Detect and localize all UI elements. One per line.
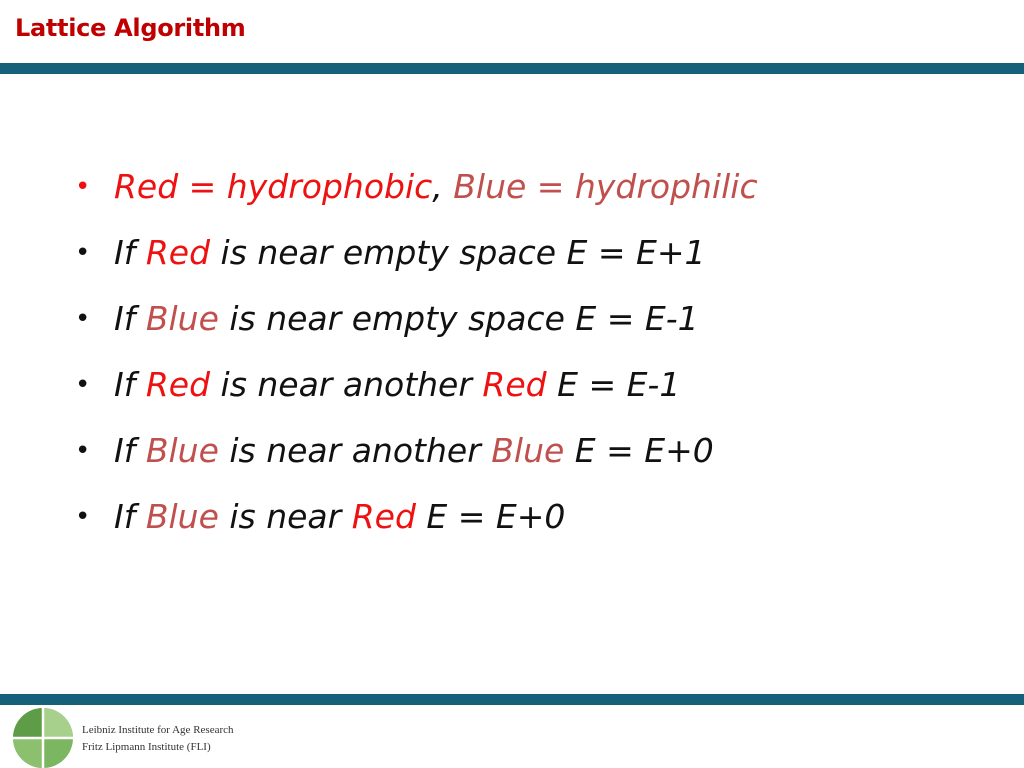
bullet-text-segment: Blue [145,431,219,470]
bullet-text-segment: Red [482,365,547,404]
bullet-text-segment: If [114,233,146,272]
bullet-dot-icon: • [75,172,91,202]
bullet-text-segment: is near another [210,365,483,404]
bullet-text-segment: If [114,497,146,536]
bullet-text-segment: Red [145,365,211,404]
bullet-dot-icon: • [75,304,91,334]
bullet-text-segment: Red [351,497,416,536]
bullet-text-segment: Red = hydrophobic [114,167,433,206]
bullet-text-segment: Blue = hydrophilic [453,167,758,206]
footer-line-1: Leibniz Institute for Age Research [82,724,234,736]
bullet-item [75,163,758,229]
bullet-item [75,361,758,427]
bullet-text-segment: is near another [218,431,492,470]
bullet-text-segment: is near empty space E = E+1 [210,233,706,272]
bullet-dot-icon: • [75,502,91,532]
bullet-text-segment: Red [145,233,211,272]
bullet-dot-icon: • [75,238,91,268]
bullet-list [75,163,758,559]
bullet-text-segment: is near [218,497,352,536]
bullet-text-segment: If [114,431,146,470]
bullet-text-segment: If [114,299,146,338]
slide-title: Lattice Algorithm [15,14,246,42]
footer-institute [82,722,234,756]
bullet-text-segment: E = E-1 [546,365,681,404]
footer-line-2: Fritz Lipmann Institute (FLI) [82,741,211,753]
leibniz-circle-logo-icon [12,707,74,768]
bullet-text-segment: If [114,365,146,404]
bullet-text-segment: , [432,167,454,206]
bullet-dot-icon: • [75,436,91,466]
bullet-item [75,295,758,361]
bullet-text-segment: Blue [145,497,219,536]
bullet-item [75,229,758,295]
bullet-dot-icon: • [75,370,91,400]
bullet-text-segment: Blue [491,431,565,470]
bullet-text-segment: E = E+0 [564,431,714,470]
footer-band [0,694,1024,705]
header-band [0,63,1024,74]
bullet-item [75,493,758,559]
bullet-item [75,427,758,493]
bullet-text-segment: Blue [145,299,219,338]
bullet-text-segment: is near empty space E = E-1 [218,299,699,338]
bullet-text-segment: E = E+0 [415,497,566,536]
